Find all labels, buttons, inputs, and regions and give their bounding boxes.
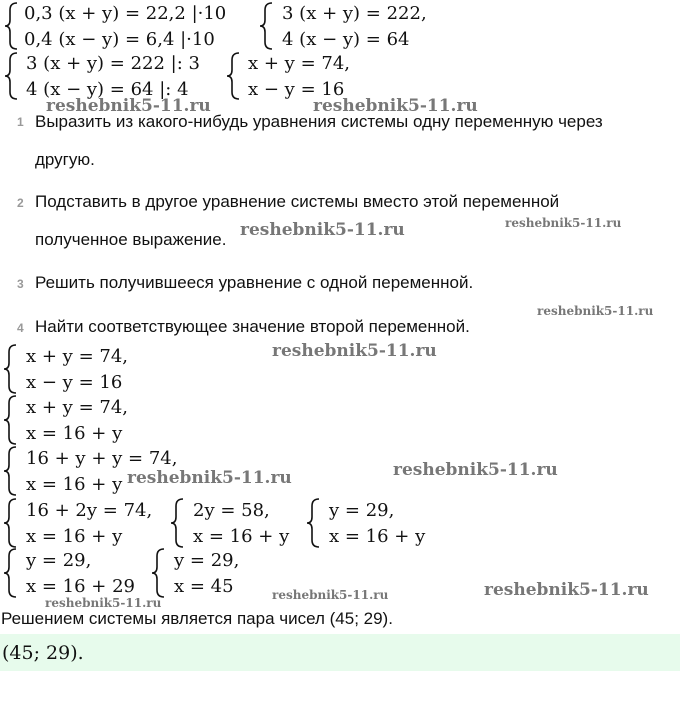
solution-eq: x + y = 74, <box>26 346 128 367</box>
brace-icon <box>226 52 242 100</box>
step-number: 3 <box>17 277 24 291</box>
solution-eq: y = 29, <box>329 500 395 521</box>
brace-icon <box>259 2 275 50</box>
watermark: reshebnik5-11.ru <box>505 216 622 230</box>
solution-eq: x = 16 + y <box>26 526 123 547</box>
watermark: reshebnik5-11.ru <box>393 460 558 480</box>
conclusion-text: Решением системы является пара чисел (45; 29). <box>1 609 393 628</box>
step-text: Выразить из какого-нибудь уравнения системы одну переменную через <box>35 112 603 131</box>
watermark: reshebnik5-11.ru <box>46 96 211 116</box>
solution-eq: 2y = 58, <box>193 500 270 521</box>
solution-eq: x = 16 + 29 <box>26 576 136 597</box>
step-text: другую. <box>35 150 95 169</box>
solution-eq: x = 16 + y <box>193 526 290 547</box>
step-text: Подставить в другое уравнение системы вместо этой переменной <box>35 192 560 211</box>
system2-left-eq1: 3 (x + y) = 222 |: 3 <box>26 53 200 74</box>
watermark: reshebnik5-11.ru <box>484 580 649 600</box>
brace-icon <box>4 2 20 50</box>
solution-eq: x = 16 + y <box>26 423 123 444</box>
solution-eq: y = 29, <box>26 550 92 571</box>
solution-eq: 16 + 2y = 74, <box>26 500 153 521</box>
watermark: reshebnik5-11.ru <box>313 96 478 116</box>
system1-left-eq2: 0,4 (x − y) = 6,4 |·10 <box>24 29 215 50</box>
brace-icon <box>4 52 20 100</box>
system2-right-eq1: x + y = 74, <box>248 53 350 74</box>
step-text: полученное выражение. <box>35 230 227 249</box>
brace-icon <box>3 498 19 548</box>
solution-eq: x = 16 + y <box>329 526 426 547</box>
brace-icon <box>3 344 19 394</box>
watermark: reshebnik5-11.ru <box>240 220 405 240</box>
brace-icon <box>3 446 19 496</box>
brace-icon <box>3 395 19 445</box>
system2-left-eq2: 4 (x − y) = 64 |: 4 <box>26 79 189 100</box>
step-number: 2 <box>17 196 24 210</box>
brace-icon <box>3 548 19 598</box>
solution-eq: x + y = 74, <box>26 397 128 418</box>
watermark: reshebnik5-11.ru <box>45 596 162 610</box>
watermark: reshebnik5-11.ru <box>272 588 389 602</box>
brace-icon <box>151 548 167 598</box>
solution-eq: x = 16 + y <box>26 474 123 495</box>
step-text: Решить получившееся уравнение с одной переменной. <box>35 273 474 292</box>
answer-text: (45; 29). <box>2 642 84 664</box>
answer-box <box>0 634 680 671</box>
solution-eq: x = 45 <box>174 576 234 597</box>
solution-eq: y = 29, <box>174 550 240 571</box>
system1-right-eq2: 4 (x − y) = 64 <box>282 29 410 50</box>
system2-right-eq2: x − y = 16 <box>248 79 345 100</box>
step-number: 4 <box>17 321 24 335</box>
system1-right-eq1: 3 (x + y) = 222, <box>282 3 427 24</box>
system1-left-eq1: 0,3 (x + y) = 22,2 |·10 <box>24 3 227 24</box>
watermark: reshebnik5-11.ru <box>127 468 292 488</box>
step-text: Найти соответствующее значение второй переменной. <box>35 317 470 336</box>
brace-icon <box>170 498 186 548</box>
solution-eq: 16 + y + y = 74, <box>26 448 178 469</box>
watermark: reshebnik5-11.ru <box>272 341 437 361</box>
brace-icon <box>306 498 322 548</box>
solution-eq: x − y = 16 <box>26 372 123 393</box>
watermark: reshebnik5-11.ru <box>537 304 654 318</box>
step-number: 1 <box>17 115 24 129</box>
